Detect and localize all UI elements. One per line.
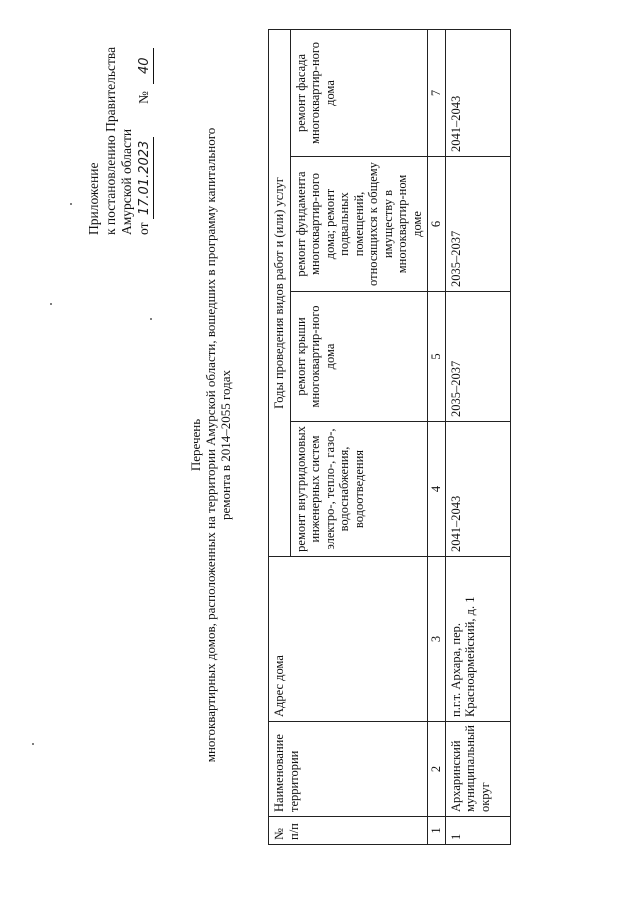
header-roof: ремонт крыши многоквартир-ного дома — [290, 292, 428, 422]
header-foundation: ремонт фундамента многоквартир-ного дома; ремонт подвальных помещений, относящихся к общему имуществу в многоквартир-ном доме — [290, 157, 428, 292]
column-number: 2 — [428, 722, 446, 817]
buildings-table — [268, 29, 511, 845]
row-address: п.г.т. Архара, пер. Красноармейский, д. 1 — [445, 557, 510, 722]
appendix-line-1: Приложение — [86, 162, 101, 235]
row-roof-years: 2035–2037 — [445, 292, 510, 422]
title-line-2: многоквартирных домов, расположенных на территории Амурской области, вошедших в программу капитального — [203, 127, 218, 763]
column-number-row — [428, 29, 446, 844]
row-systems-years: 2041–2043 — [445, 422, 510, 557]
appendix-date: 17.01.2023 — [137, 137, 155, 219]
appendix-from-label: от — [135, 222, 151, 235]
column-number: 7 — [428, 29, 446, 156]
appendix-number: 40 — [137, 48, 155, 84]
table-header-row — [269, 29, 291, 844]
document-title — [188, 45, 233, 845]
column-number: 3 — [428, 557, 446, 722]
row-num: 1 — [445, 817, 510, 845]
header-years-group: Годы проведения видов работ и (или) услуг — [269, 29, 291, 556]
row-foundation-years: 2035–2037 — [445, 157, 510, 292]
header-territory: Наименование территории — [269, 722, 428, 817]
header-facade: ремонт фасада многоквартир-ного дома — [290, 29, 428, 156]
appendix-line-3: Амурской области — [119, 128, 134, 235]
row-facade-years: 2041–2043 — [445, 29, 510, 156]
title-line-1: Перечень — [188, 418, 203, 472]
column-number: 1 — [428, 817, 446, 845]
table-row — [445, 29, 510, 844]
header-systems: ремонт внутридомовых инженерных систем электро-, тепло-, газо-, водоснабжения, водоотведения — [290, 422, 428, 557]
scan-speck — [70, 203, 72, 205]
scan-speck — [32, 743, 34, 745]
scan-speck — [150, 318, 152, 320]
column-number: 6 — [428, 157, 446, 292]
column-number: 5 — [428, 292, 446, 422]
header-num: № п/п — [269, 817, 428, 845]
appendix-number-sign: № — [135, 91, 151, 104]
appendix-block — [86, 5, 154, 235]
appendix-line-2: к постановлению Правительства — [102, 46, 118, 235]
title-line-3: ремонта в 2014–2055 годах — [218, 370, 233, 520]
column-number: 4 — [428, 422, 446, 557]
row-territory: Архаринский муниципальный округ — [445, 722, 510, 817]
header-address: Адрес дома — [269, 557, 428, 722]
appendix-date-line — [136, 5, 155, 235]
scan-speck — [50, 303, 52, 305]
